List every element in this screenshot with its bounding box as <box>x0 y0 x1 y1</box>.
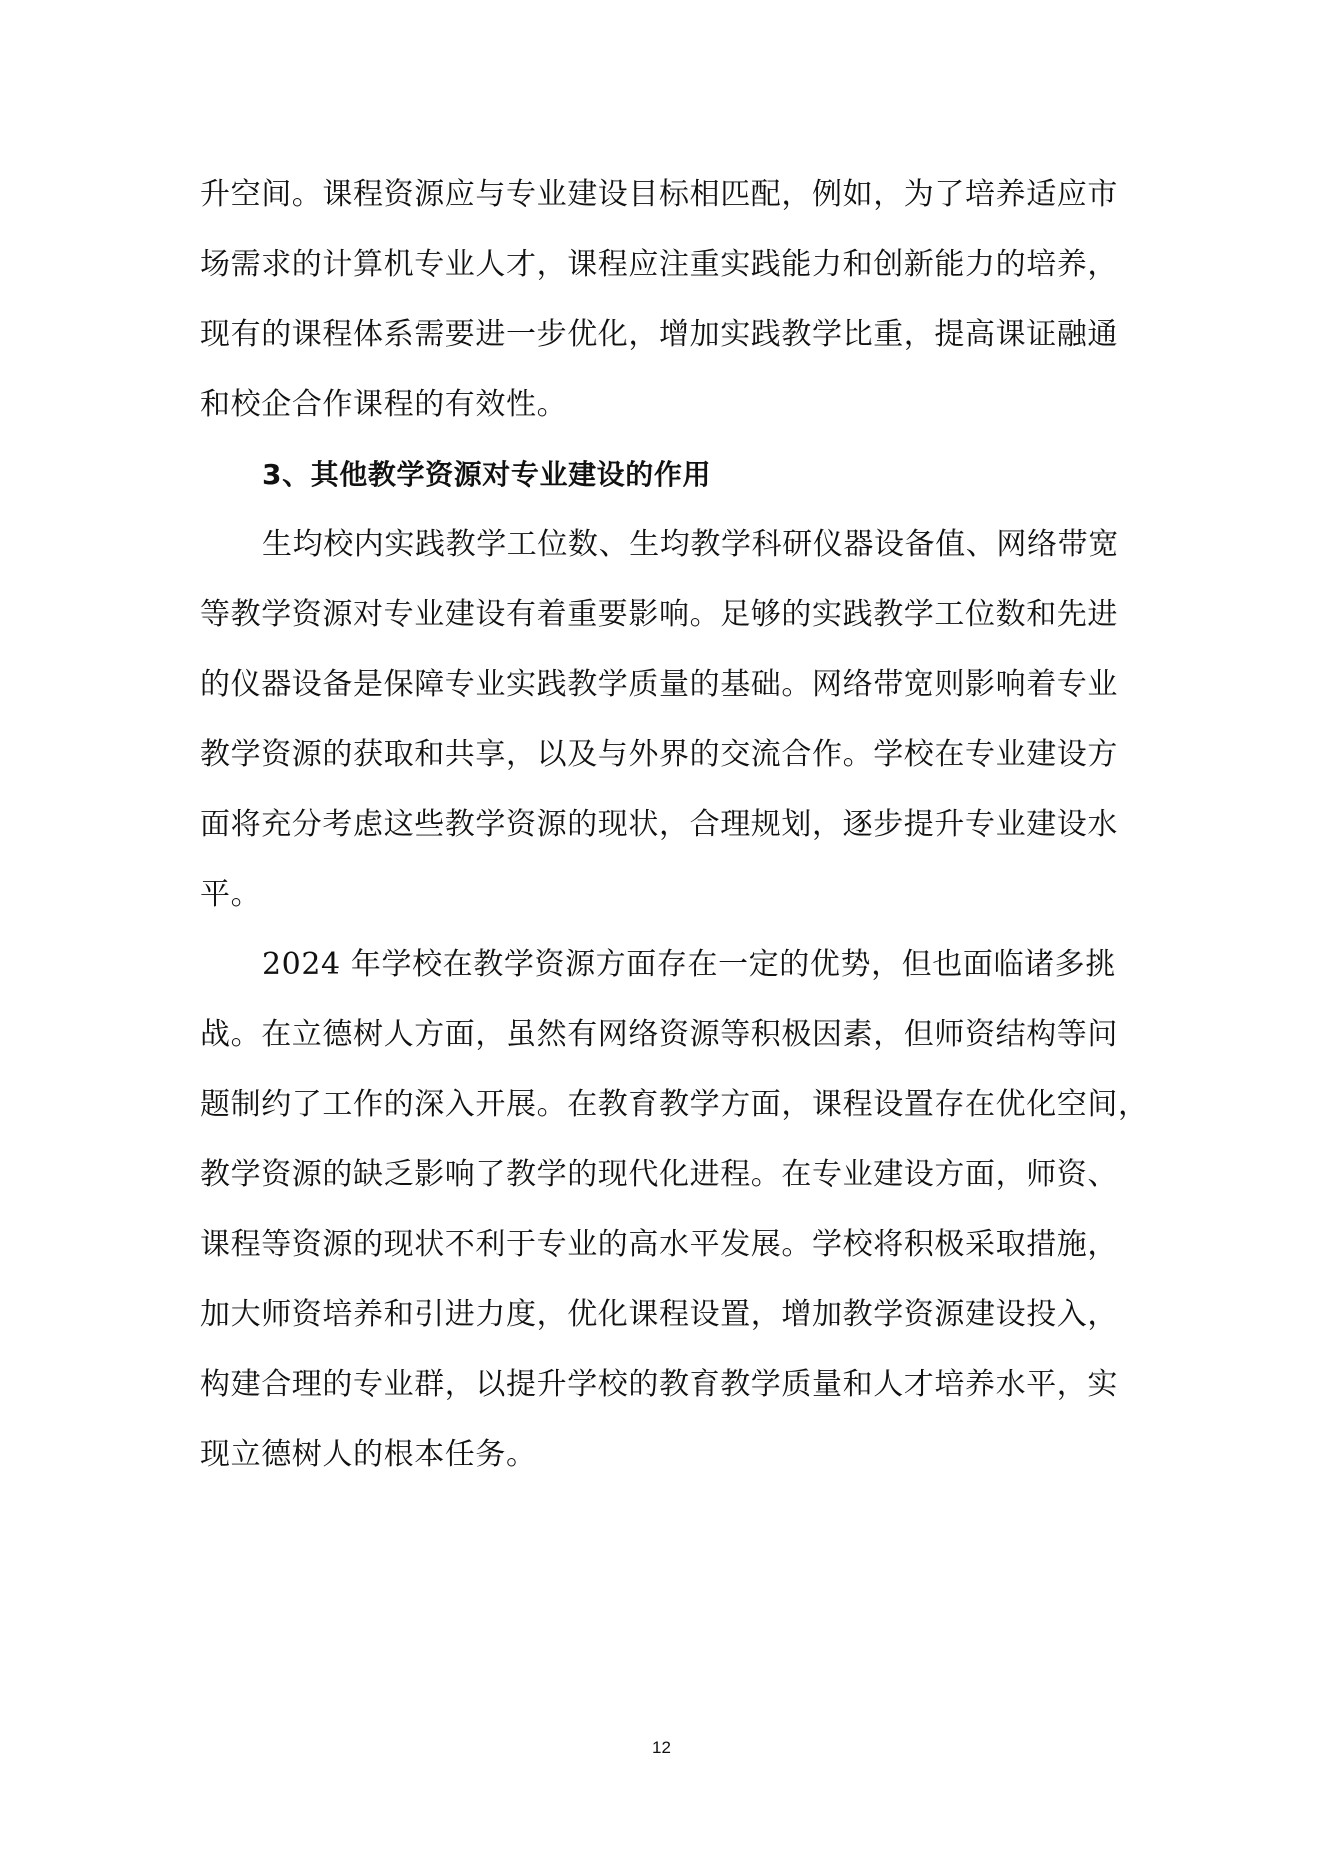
paragraph-1-line-2: 场需求的计算机专业人才，课程应注重实践能力和创新能力的培养， <box>200 247 1118 282</box>
paragraph-2-line-4: 教学资源的获取和共享，以及与外界的交流合作。学校在专业建设方 <box>200 737 1118 772</box>
paragraph-3-line-3: 题制约了工作的深入开展。在教育教学方面，课程设置存在优化空间， <box>200 1087 1149 1122</box>
paragraph-3-line-8: 现立德树人的根本任务。 <box>200 1437 537 1472</box>
paragraph-3-line-7: 构建合理的专业群，以提升学校的教育教学质量和人才培养水平，实 <box>200 1367 1118 1402</box>
paragraph-3-line-1: 2024 年学校在教学资源方面存在一定的优势，但也面临诸多挑 <box>262 947 1116 982</box>
paragraph-2-line-3: 的仪器设备是保障专业实践教学质量的基础。网络带宽则影响着专业 <box>200 667 1118 702</box>
paragraph-1-line-4: 和校企合作课程的有效性。 <box>200 387 568 422</box>
paragraph-3-line-6: 加大师资培养和引进力度，优化课程设置，增加教学资源建设投入， <box>200 1297 1118 1332</box>
paragraph-3-line-2: 战。在立德树人方面，虽然有网络资源等积极因素，但师资结构等问 <box>200 1017 1118 1052</box>
section-heading: 3、其他教学资源对专业建设的作用 <box>262 458 712 491</box>
paragraph-2-line-6: 平。 <box>200 877 262 912</box>
paragraph-3-line-5: 课程等资源的现状不利于专业的高水平发展。学校将积极采取措施， <box>200 1227 1118 1262</box>
paragraph-2-line-5: 面将充分考虑这些教学资源的现状，合理规划，逐步提升专业建设水 <box>200 807 1118 842</box>
paragraph-2-line-2: 等教学资源对专业建设有着重要影响。足够的实践教学工位数和先进 <box>200 597 1118 632</box>
paragraph-3-line-4: 教学资源的缺乏影响了教学的现代化进程。在专业建设方面，师资、 <box>200 1157 1118 1192</box>
paragraph-1-line-3: 现有的课程体系需要进一步优化，增加实践教学比重，提高课证融通 <box>200 317 1118 352</box>
paragraph-2-line-1: 生均校内实践教学工位数、生均教学科研仪器设备值、网络带宽 <box>262 527 1119 562</box>
paragraph-1-line-1: 升空间。课程资源应与专业建设目标相匹配，例如，为了培养适应市 <box>200 177 1118 212</box>
page-number: 12 <box>652 1738 671 1757</box>
